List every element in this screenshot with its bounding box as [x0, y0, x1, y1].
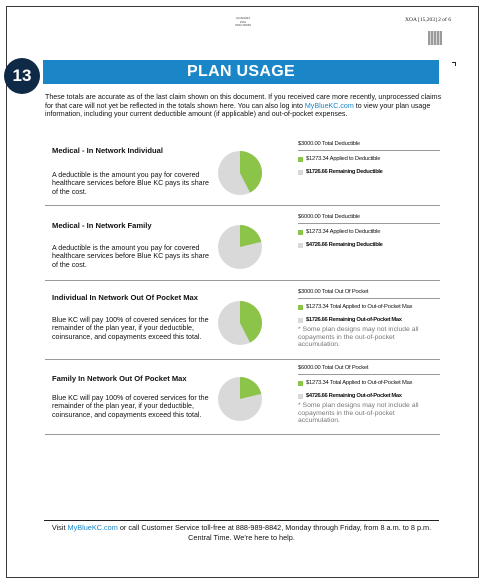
print-header-line: ZOA — [239, 19, 247, 24]
legend-applied — [298, 304, 440, 310]
remaining-swatch — [298, 394, 303, 399]
intro-text: These totals are accurate as of the last claim shown on this document. If you received care more recently, unprocessed claims for that care will not yet be reflected in the totals shown here. You can also log into — [45, 93, 442, 110]
legend-remaining — [298, 169, 440, 175]
pie-chart — [217, 300, 263, 346]
block-description: Blue KC will pay 100% of covered services for the remainder of the plan year, if your deductible, coinsurance, and copayments exceed this total. — [52, 316, 209, 341]
applied-amount: $1273.34 Applied to Deductible — [306, 229, 381, 235]
mybluekc-link[interactable]: MyBlueKC.com — [304, 101, 354, 110]
applied-amount: $1273.34 Total Applied to Out-of-Pocket Max — [306, 380, 413, 386]
legend-remaining — [298, 317, 440, 323]
legend-applied — [298, 380, 440, 386]
total-amount: $6000.00 Total Out Of Pocket — [298, 365, 440, 375]
usage-block-individual-oop — [45, 283, 440, 360]
remaining-amount: $4726.66 Remaining Out-of-Pocket Max — [306, 393, 402, 399]
footer-text: Visit — [51, 523, 68, 532]
block-title: Medical - In Network Family — [52, 221, 152, 230]
footer-mybluekc-link[interactable]: MyBlueKC.com — [67, 523, 118, 532]
section-number-badge: 13 — [4, 58, 40, 94]
remaining-amount: $1726.66 Remaining Out-of-Pocket Max — [306, 317, 402, 323]
block-description: A deductible is the amount you pay for covered healthcare services before Blue KC pays its share of the cost. — [52, 171, 209, 196]
pie-chart — [217, 150, 263, 196]
footer-divider — [44, 520, 439, 521]
applied-amount: $1273.34 Total Applied to Out-of-Pocket Max — [306, 304, 413, 310]
stats-column — [298, 141, 440, 182]
stats-column — [298, 365, 440, 425]
pie-chart — [217, 224, 263, 270]
block-title: Family In Network Out Of Pocket Max — [52, 374, 187, 383]
remaining-swatch — [298, 170, 303, 175]
total-amount: $6000.00 Total Deductible — [298, 214, 440, 224]
barcode-icon — [428, 31, 442, 45]
usage-block-family-deductible — [45, 208, 440, 281]
legend-remaining — [298, 393, 440, 399]
section-title: PLAN USAGE — [43, 60, 439, 84]
intro-paragraph — [45, 93, 445, 119]
block-description: A deductible is the amount you pay for covered healthcare services before Blue KC pays its share of the cost. — [52, 244, 209, 269]
legend-applied — [298, 229, 440, 235]
applied-swatch — [298, 230, 303, 235]
stats-column — [298, 214, 440, 255]
corner-crop-mark — [452, 62, 456, 66]
total-amount: $3000.00 Total Deductible — [298, 141, 440, 151]
legend-applied — [298, 156, 440, 162]
applied-amount: $1273.34 Applied to Deductible — [306, 156, 381, 162]
applied-swatch — [298, 381, 303, 386]
applied-swatch — [298, 157, 303, 162]
print-header-line: 0042 00045 — [235, 23, 251, 28]
total-amount: $3000.00 Total Out Of Pocket — [298, 289, 440, 299]
footer-contact — [44, 523, 439, 543]
remaining-swatch — [298, 318, 303, 323]
usage-block-individual-deductible — [45, 136, 440, 206]
usage-block-family-oop — [45, 361, 440, 435]
footnote: * Some plan designs may not include all copayments in the out-of-pocket accumulation. — [298, 402, 419, 425]
remaining-amount: $1726.66 Remaining Deductible — [306, 169, 383, 175]
footnote: * Some plan designs may not include all copayments in the out-of-pocket accumulation. — [298, 326, 419, 349]
intro-text-end: to view your plan usage information, including your current deductible amount (if applicable) and out-of-pocket expenses. — [45, 101, 431, 119]
block-title: Medical - In Network Individual — [52, 146, 163, 155]
print-header-line: 3x15/2024 — [235, 16, 250, 20]
pie-chart — [217, 376, 263, 422]
block-description: Blue KC will pay 100% of covered services for the remainder of the plan year, if your deductible, coinsurance, and copayments exceed this total. — [52, 394, 209, 419]
block-title: Individual In Network Out Of Pocket Max — [52, 293, 198, 302]
stats-column — [298, 289, 440, 349]
remaining-swatch — [298, 243, 303, 248]
legend-remaining — [298, 242, 440, 248]
applied-swatch — [298, 305, 303, 310]
print-header — [226, 17, 260, 28]
footer-text-end: or call Customer Service toll-free at 888-989-8842, Monday through Friday, from 8 a.m. to 8 p.m. Central Time. We're here to help. — [117, 523, 432, 542]
page-reference: XOA [15,203] 2 of 6 — [405, 17, 451, 23]
remaining-amount: $4726.66 Remaining Deductible — [306, 242, 383, 248]
